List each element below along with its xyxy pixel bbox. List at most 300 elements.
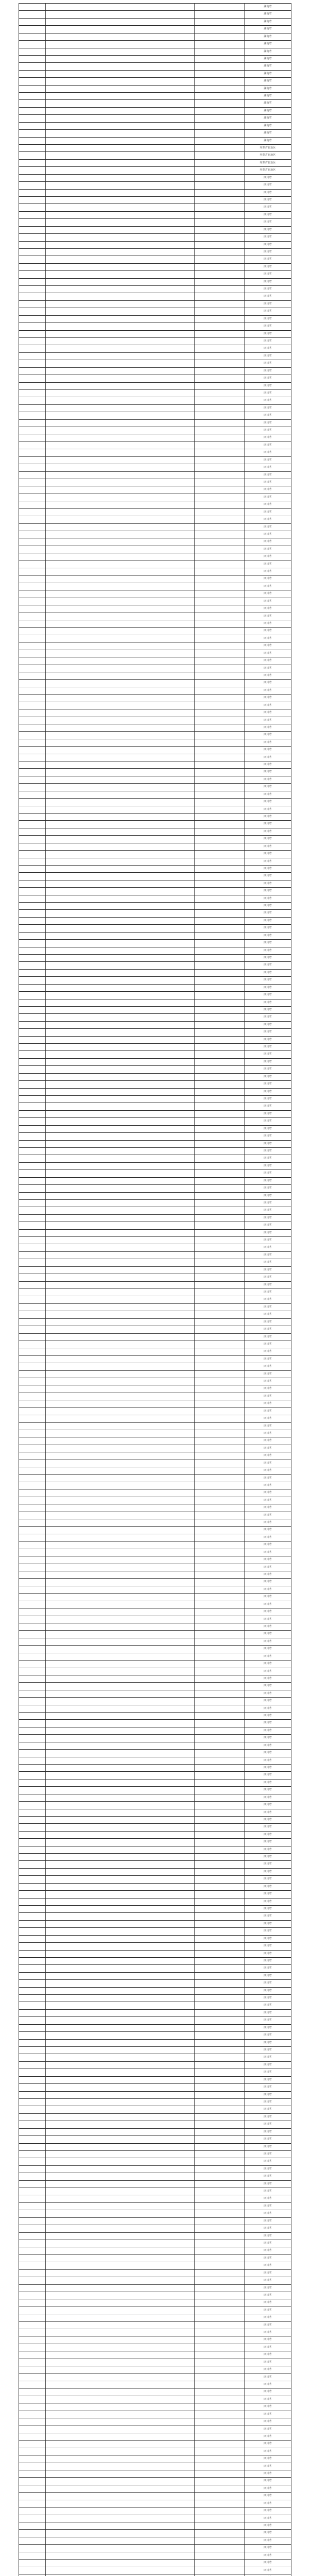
row-number-cell <box>19 100 46 107</box>
region-cell: 四川省 <box>244 479 291 486</box>
company-name-cell <box>46 2092 195 2098</box>
company-name-cell <box>46 1839 195 1845</box>
company-name-cell <box>46 375 195 382</box>
row-number-cell <box>19 1951 46 1957</box>
row-number-cell <box>19 227 46 233</box>
company-name-cell <box>46 1586 195 1593</box>
company-name-cell <box>46 1230 195 1236</box>
extra-cell <box>195 2329 244 2336</box>
extra-cell <box>195 501 244 508</box>
table-row <box>19 590 291 598</box>
extra-cell <box>195 918 244 924</box>
company-name-cell <box>46 1066 195 1073</box>
region-cell: 四川省 <box>244 933 291 939</box>
region-cell: 四川省 <box>244 999 291 1006</box>
row-number-cell <box>19 2396 46 2403</box>
region-cell: 四川省 <box>244 2225 291 2232</box>
company-name-cell <box>46 1022 195 1028</box>
region-cell: 四川省 <box>244 776 291 783</box>
table-row <box>19 1252 291 1259</box>
row-number-cell <box>19 2106 46 2113</box>
company-name-cell <box>46 1750 195 1756</box>
table-row <box>19 769 291 776</box>
company-name-cell <box>46 1148 195 1155</box>
region-cell: 四川省 <box>244 1936 291 1942</box>
table-row <box>19 264 291 271</box>
table-row <box>19 568 291 575</box>
company-name-cell <box>46 1936 195 1942</box>
region-cell: 湖南省 <box>244 48 291 55</box>
table-row <box>19 1854 291 1861</box>
table-row <box>19 48 291 56</box>
extra-cell <box>195 2560 244 2566</box>
region-cell: 四川省 <box>244 977 291 984</box>
company-name-cell <box>46 2114 195 2121</box>
table-row <box>19 2396 291 2403</box>
table-row <box>19 2388 291 2396</box>
extra-cell <box>195 2203 244 2210</box>
region-cell: 四川省 <box>244 769 291 775</box>
row-number-cell <box>19 1884 46 1890</box>
region-cell: 四川省 <box>244 1527 291 1533</box>
table-row <box>19 145 291 152</box>
row-number-cell <box>19 1393 46 1400</box>
extra-cell <box>195 2188 244 2195</box>
region-cell: 四川省 <box>244 1311 291 1318</box>
region-cell: 四川省 <box>244 2277 291 2284</box>
company-name-cell <box>46 2448 195 2455</box>
region-cell: 四川省 <box>244 1348 291 1355</box>
table-row <box>19 598 291 605</box>
region-cell: 四川省 <box>244 2493 291 2499</box>
extra-cell <box>195 1958 244 1964</box>
table-row <box>19 799 291 806</box>
extra-cell <box>195 1616 244 1623</box>
row-number-cell <box>19 2366 46 2373</box>
extra-cell <box>195 1586 244 1593</box>
region-cell: 四川省 <box>244 724 291 731</box>
extra-cell <box>195 1519 244 1526</box>
extra-cell <box>195 56 244 62</box>
table-row <box>19 2426 291 2433</box>
company-name-cell <box>46 2560 195 2566</box>
row-number-cell <box>19 2478 46 2484</box>
table-row <box>19 2463 291 2470</box>
table-row <box>19 1839 291 1846</box>
company-name-cell <box>46 1713 195 1719</box>
company-name-cell <box>46 2002 195 2009</box>
extra-cell <box>195 442 244 449</box>
region-cell: 四川省 <box>244 212 291 218</box>
table-row <box>19 694 291 702</box>
table-row <box>19 2040 291 2047</box>
extra-cell <box>195 1936 244 1942</box>
table-row <box>19 1282 291 1289</box>
company-name-cell <box>46 2545 195 2551</box>
extra-cell <box>195 910 244 917</box>
row-number-cell <box>19 1780 46 1786</box>
extra-cell <box>195 1623 244 1630</box>
company-name-cell <box>46 1141 195 1147</box>
table-row <box>19 1504 291 1512</box>
region-cell: 四川省 <box>244 1133 291 1140</box>
extra-cell <box>195 130 244 137</box>
row-number-cell <box>19 1623 46 1630</box>
row-number-cell <box>19 1765 46 1771</box>
extra-cell <box>195 1668 244 1675</box>
row-number-cell <box>19 1646 46 1652</box>
row-number-cell <box>19 709 46 716</box>
company-name-cell <box>46 2507 195 2514</box>
table-row <box>19 1304 291 1311</box>
company-name-cell <box>46 1430 195 1437</box>
extra-cell <box>195 1252 244 1259</box>
table-row <box>19 2240 291 2247</box>
row-number-cell <box>19 1185 46 1192</box>
extra-cell <box>195 486 244 493</box>
table-row <box>19 635 291 642</box>
row-number-cell <box>19 2166 46 2173</box>
row-number-cell <box>19 2032 46 2039</box>
extra-cell <box>195 575 244 582</box>
extra-cell <box>195 1215 244 1222</box>
extra-cell <box>195 2507 244 2514</box>
extra-cell <box>195 2181 244 2188</box>
region-cell: 四川省 <box>244 286 291 293</box>
row-number-cell <box>19 2092 46 2098</box>
company-name-cell <box>46 353 195 360</box>
extra-cell <box>195 1504 244 1511</box>
region-cell: 四川省 <box>244 2441 291 2447</box>
company-name-cell <box>46 1504 195 1511</box>
region-cell: 四川省 <box>244 1549 291 1556</box>
region-cell: 四川省 <box>244 2374 291 2381</box>
region-cell: 四川省 <box>244 2344 291 2351</box>
region-cell: 湖南省 <box>244 71 291 77</box>
extra-cell <box>195 538 244 545</box>
region-cell: 四川省 <box>244 1668 291 1675</box>
region-cell: 四川省 <box>244 2396 291 2403</box>
region-cell: 四川省 <box>244 2188 291 2195</box>
region-cell: 四川省 <box>244 575 291 582</box>
row-number-cell <box>19 814 46 820</box>
row-number-cell <box>19 2203 46 2210</box>
row-number-cell <box>19 2455 46 2462</box>
row-number-cell <box>19 1259 46 1266</box>
extra-cell <box>195 524 244 531</box>
row-number-cell <box>19 1170 46 1177</box>
region-cell: 四川省 <box>244 256 291 263</box>
company-name-cell <box>46 1089 195 1095</box>
row-number-cell <box>19 962 46 969</box>
table-row <box>19 33 291 41</box>
region-cell: 四川省 <box>244 1170 291 1177</box>
extra-cell <box>195 1780 244 1786</box>
region-cell: 四川省 <box>244 360 291 367</box>
company-name-cell <box>46 360 195 367</box>
row-number-cell <box>19 1794 46 1801</box>
company-name-cell <box>46 1170 195 1177</box>
row-number-cell <box>19 1519 46 1526</box>
extra-cell <box>195 1475 244 1482</box>
row-number-cell <box>19 851 46 857</box>
table-row <box>19 108 291 115</box>
company-name-cell <box>46 895 195 902</box>
row-number-cell <box>19 256 46 263</box>
extra-cell <box>195 1118 244 1125</box>
region-cell: 四川省 <box>244 694 291 701</box>
row-number-cell <box>19 1014 46 1021</box>
region-cell: 四川省 <box>244 1928 291 1935</box>
extra-cell <box>195 1148 244 1155</box>
row-number-cell <box>19 2084 46 2091</box>
extra-cell <box>195 1839 244 1845</box>
extra-cell <box>195 1445 244 1452</box>
table-row <box>19 1660 291 1668</box>
company-name-cell <box>46 1163 195 1170</box>
table-row <box>19 1237 291 1244</box>
row-number-cell <box>19 2129 46 2136</box>
extra-cell <box>195 2336 244 2343</box>
extra-cell <box>195 78 244 84</box>
extra-cell <box>195 1638 244 1645</box>
table-row <box>19 1244 291 1251</box>
extra-cell <box>195 271 244 278</box>
region-cell: 四川省 <box>244 1594 291 1600</box>
extra-cell <box>195 2359 244 2366</box>
extra-cell <box>195 2463 244 2470</box>
extra-cell <box>195 2418 244 2425</box>
region-cell: 四川省 <box>244 709 291 716</box>
table-row <box>19 992 291 999</box>
region-cell: 四川省 <box>244 873 291 879</box>
extra-cell <box>195 1512 244 1519</box>
extra-cell <box>195 1237 244 1244</box>
row-number-cell <box>19 2255 46 2262</box>
row-number-cell <box>19 175 46 181</box>
extra-cell <box>195 449 244 456</box>
company-name-cell <box>46 903 195 909</box>
row-number-cell <box>19 1497 46 1504</box>
extra-cell <box>195 353 244 360</box>
company-name-cell <box>46 397 195 404</box>
region-cell: 四川省 <box>244 1445 291 1452</box>
extra-cell <box>195 1467 244 1474</box>
table-row <box>19 1044 291 1051</box>
extra-cell <box>195 1891 244 1897</box>
row-number-cell <box>19 821 46 827</box>
region-cell: 四川省 <box>244 1148 291 1155</box>
region-cell: 四川省 <box>244 1289 291 1296</box>
row-number-cell <box>19 2299 46 2306</box>
company-name-cell <box>46 1059 195 1065</box>
row-number-cell <box>19 1148 46 1155</box>
region-cell: 四川省 <box>244 2010 291 2016</box>
region-cell: 四川省 <box>244 836 291 842</box>
company-name-cell <box>46 2441 195 2447</box>
extra-cell <box>195 167 244 174</box>
table-row <box>19 2366 291 2374</box>
row-number-cell <box>19 1988 46 1994</box>
region-cell: 四川省 <box>244 2411 291 2418</box>
row-number-cell <box>19 784 46 790</box>
extra-cell <box>195 1126 244 1132</box>
row-number-cell <box>19 264 46 270</box>
extra-cell <box>195 2195 244 2202</box>
company-name-cell <box>46 1267 195 1274</box>
company-name-cell <box>46 1274 195 1281</box>
table-row <box>19 2292 291 2299</box>
region-cell: 四川省 <box>244 910 291 917</box>
company-name-cell <box>46 1564 195 1571</box>
table-row <box>19 1802 291 1809</box>
table-row <box>19 672 291 680</box>
region-cell: 四川省 <box>244 182 291 189</box>
extra-cell <box>195 412 244 419</box>
extra-cell <box>195 1163 244 1170</box>
table-row <box>19 531 291 538</box>
row-number-cell <box>19 2567 46 2574</box>
table-row <box>19 1408 291 1415</box>
table-row <box>19 2032 291 2039</box>
extra-cell <box>195 903 244 909</box>
row-number-cell <box>19 2040 46 2046</box>
region-cell: 四川省 <box>244 1750 291 1756</box>
table-row <box>19 1623 291 1631</box>
row-number-cell <box>19 575 46 582</box>
row-number-cell <box>19 524 46 531</box>
region-cell: 四川省 <box>244 1899 291 1905</box>
row-number-cell <box>19 1074 46 1080</box>
row-number-cell <box>19 918 46 924</box>
region-cell: 四川省 <box>244 947 291 954</box>
extra-cell <box>195 1534 244 1541</box>
row-number-cell <box>19 63 46 70</box>
region-cell: 四川省 <box>244 851 291 857</box>
company-name-cell <box>46 2411 195 2418</box>
region-cell: 四川省 <box>244 1608 291 1615</box>
region-cell: 四川省 <box>244 494 291 501</box>
table-row <box>19 2181 291 2188</box>
region-cell: 四川省 <box>244 2292 291 2299</box>
company-name-cell <box>46 1371 195 1378</box>
row-number-cell <box>19 903 46 909</box>
table-row <box>19 1467 291 1475</box>
table-row <box>19 501 291 509</box>
row-number-cell <box>19 26 46 32</box>
region-cell: 四川省 <box>244 2047 291 2054</box>
company-name-cell <box>46 323 195 330</box>
table-row <box>19 2270 291 2277</box>
table-row <box>19 256 291 263</box>
table-row <box>19 828 291 836</box>
company-name-cell <box>46 2292 195 2299</box>
table-row <box>19 1133 291 1140</box>
row-number-cell <box>19 1423 46 1430</box>
company-name-cell <box>46 1178 195 1184</box>
company-name-cell <box>46 1237 195 1244</box>
row-number-cell <box>19 115 46 122</box>
company-name-cell <box>46 1259 195 1266</box>
extra-cell <box>195 316 244 323</box>
company-name-cell <box>46 873 195 879</box>
row-number-cell <box>19 1980 46 1987</box>
row-number-cell <box>19 977 46 984</box>
region-cell: 四川省 <box>244 2032 291 2039</box>
table-row <box>19 472 291 479</box>
row-number-cell <box>19 940 46 946</box>
row-number-cell <box>19 1334 46 1341</box>
extra-cell <box>195 1690 244 1697</box>
company-name-cell <box>46 888 195 894</box>
extra-cell <box>195 4 244 10</box>
row-number-cell <box>19 531 46 538</box>
extra-cell <box>195 843 244 850</box>
region-cell: 四川省 <box>244 190 291 196</box>
extra-cell <box>195 1750 244 1756</box>
company-name-cell <box>46 2463 195 2470</box>
extra-cell <box>195 1489 244 1496</box>
table-row <box>19 1579 291 1586</box>
extra-cell <box>195 338 244 345</box>
region-cell: 四川省 <box>244 2158 291 2165</box>
extra-cell <box>195 1430 244 1437</box>
extra-cell <box>195 1452 244 1459</box>
region-cell: 四川省 <box>244 1757 291 1764</box>
row-number-cell <box>19 1936 46 1942</box>
row-number-cell <box>19 412 46 419</box>
extra-cell <box>195 1059 244 1065</box>
company-name-cell <box>46 1393 195 1400</box>
region-cell: 四川省 <box>244 442 291 449</box>
region-cell: 四川省 <box>244 1913 291 1920</box>
extra-cell <box>195 2002 244 2009</box>
company-name-cell <box>46 71 195 77</box>
row-number-cell <box>19 2010 46 2016</box>
row-number-cell <box>19 516 46 523</box>
row-number-cell <box>19 2144 46 2150</box>
extra-cell <box>195 1482 244 1489</box>
extra-cell <box>195 1601 244 1608</box>
region-cell: 四川省 <box>244 434 291 441</box>
row-number-cell <box>19 1096 46 1103</box>
table-row <box>19 754 291 761</box>
region-cell: 四川省 <box>244 1037 291 1043</box>
row-number-cell <box>19 323 46 330</box>
row-number-cell <box>19 219 46 226</box>
table-row <box>19 2047 291 2054</box>
company-name-cell <box>46 2388 195 2395</box>
extra-cell <box>195 1579 244 1585</box>
region-cell: 四川省 <box>244 1222 291 1229</box>
region-cell: 四川省 <box>244 293 291 300</box>
table-row <box>19 1423 291 1430</box>
table-row <box>19 2285 291 2292</box>
region-cell: 四川省 <box>244 383 291 389</box>
row-number-cell <box>19 1126 46 1132</box>
region-cell: 四川省 <box>244 2500 291 2507</box>
region-cell: 四川省 <box>244 264 291 270</box>
table-row <box>19 2188 291 2195</box>
row-number-cell <box>19 1408 46 1415</box>
extra-cell <box>195 1207 244 1214</box>
extra-cell <box>195 479 244 486</box>
region-cell: 四川省 <box>244 1371 291 1378</box>
company-name-cell <box>46 1519 195 1526</box>
extra-cell <box>195 1913 244 1920</box>
region-cell: 四川省 <box>244 635 291 642</box>
extra-cell <box>195 2121 244 2128</box>
